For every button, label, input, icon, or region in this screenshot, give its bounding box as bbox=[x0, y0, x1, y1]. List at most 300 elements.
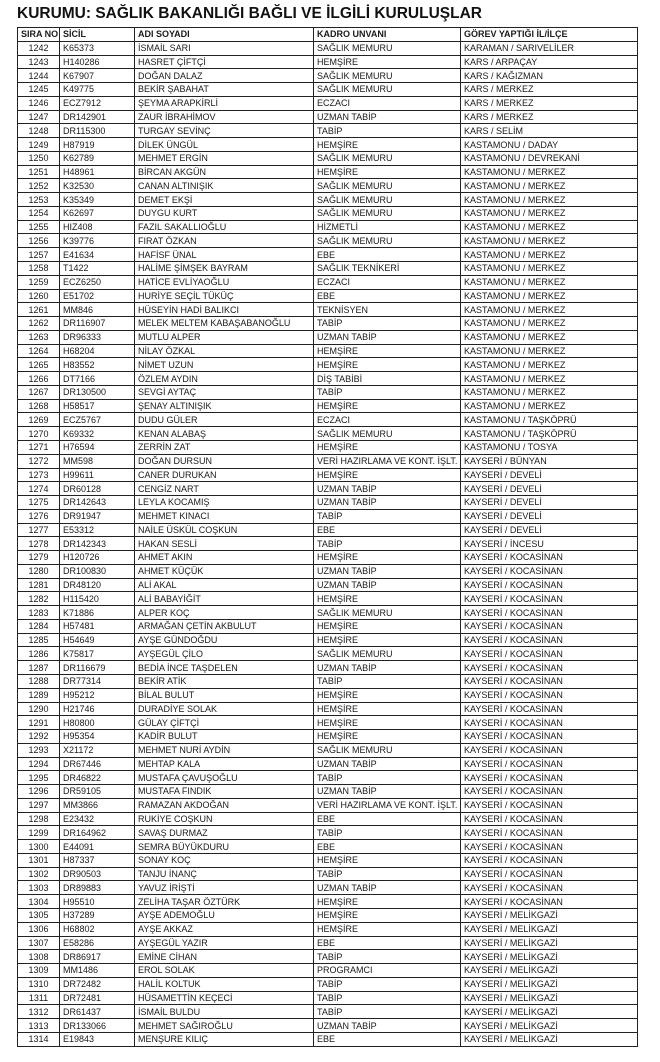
cell-sira-no: 1311 bbox=[18, 991, 60, 1005]
cell-kadro-unvani: HEMŞİRE bbox=[314, 922, 461, 936]
cell-sicil: DR59105 bbox=[60, 785, 135, 799]
cell-adi-soyadi: DİLEK ÜNGÜL bbox=[135, 138, 314, 152]
cell-gorev-yeri: KAYSERİ / MELİKGAZİ bbox=[461, 977, 638, 991]
cell-sira-no: 1314 bbox=[18, 1032, 60, 1046]
cell-sicil: DR61437 bbox=[60, 1005, 135, 1019]
cell-kadro-unvani: TABİP bbox=[314, 977, 461, 991]
cell-kadro-unvani: EBE bbox=[314, 936, 461, 950]
cell-kadro-unvani: UZMAN TABİP bbox=[314, 330, 461, 344]
cell-sicil: ECZ7912 bbox=[60, 96, 135, 110]
cell-kadro-unvani: HEMŞİRE bbox=[314, 619, 461, 633]
cell-gorev-yeri: KASTAMONU / MERKEZ bbox=[461, 193, 638, 207]
cell-sicil: MM598 bbox=[60, 454, 135, 468]
cell-adi-soyadi: HALİME ŞİMŞEK BAYRAM bbox=[135, 262, 314, 276]
table-row bbox=[18, 812, 638, 826]
table-row bbox=[18, 220, 638, 234]
cell-sicil: DT7166 bbox=[60, 372, 135, 386]
table-row bbox=[18, 317, 638, 331]
cell-sira-no: 1257 bbox=[18, 248, 60, 262]
table-row bbox=[18, 647, 638, 661]
cell-gorev-yeri: KAYSERİ / MELİKGAZİ bbox=[461, 964, 638, 978]
table-row bbox=[18, 991, 638, 1005]
cell-sicil: E44091 bbox=[60, 840, 135, 854]
cell-sira-no: 1251 bbox=[18, 165, 60, 179]
cell-sicil: DR133066 bbox=[60, 1019, 135, 1033]
cell-adi-soyadi: SEVGİ AYTAÇ bbox=[135, 385, 314, 399]
cell-sicil: MM1486 bbox=[60, 964, 135, 978]
cell-adi-soyadi: MUTLU ALPER bbox=[135, 330, 314, 344]
cell-sicil: DR96333 bbox=[60, 330, 135, 344]
cell-sicil: DR116907 bbox=[60, 317, 135, 331]
cell-adi-soyadi: ALİ BABAYİĞİT bbox=[135, 592, 314, 606]
cell-sicil: H83552 bbox=[60, 358, 135, 372]
cell-adi-soyadi: AHMET AKIN bbox=[135, 551, 314, 565]
cell-gorev-yeri: KASTAMONU / MERKEZ bbox=[461, 317, 638, 331]
cell-sira-no: 1269 bbox=[18, 413, 60, 427]
cell-sicil: H68204 bbox=[60, 344, 135, 358]
cell-gorev-yeri: KAYSERİ / MELİKGAZİ bbox=[461, 1032, 638, 1046]
cell-adi-soyadi: İSMAİL SARI bbox=[135, 41, 314, 55]
cell-adi-soyadi: MUSTAFA ÇAVUŞOĞLU bbox=[135, 771, 314, 785]
cell-kadro-unvani: HEMŞİRE bbox=[314, 730, 461, 744]
table-row bbox=[18, 592, 638, 606]
table-row bbox=[18, 922, 638, 936]
cell-sicil: E53312 bbox=[60, 523, 135, 537]
cell-sicil: DR72481 bbox=[60, 991, 135, 1005]
cell-gorev-yeri: KASTAMONU / MERKEZ bbox=[461, 330, 638, 344]
cell-gorev-yeri: KAYSERİ / KOCASİNAN bbox=[461, 688, 638, 702]
table-row bbox=[18, 482, 638, 496]
cell-sicil: E51702 bbox=[60, 289, 135, 303]
cell-sicil: DR164962 bbox=[60, 826, 135, 840]
cell-gorev-yeri: KAYSERİ / DEVELİ bbox=[461, 496, 638, 510]
table-row bbox=[18, 1019, 638, 1033]
cell-kadro-unvani: ECZACI bbox=[314, 96, 461, 110]
cell-sira-no: 1259 bbox=[18, 275, 60, 289]
cell-sicil: K35349 bbox=[60, 193, 135, 207]
table-row bbox=[18, 757, 638, 771]
cell-adi-soyadi: SAVAŞ DURMAZ bbox=[135, 826, 314, 840]
cell-adi-soyadi: KENAN ALABAŞ bbox=[135, 427, 314, 441]
cell-adi-soyadi: EMİNE CİHAN bbox=[135, 950, 314, 964]
cell-sicil: H95510 bbox=[60, 895, 135, 909]
table-row bbox=[18, 633, 638, 647]
cell-gorev-yeri: KASTAMONU / MERKEZ bbox=[461, 165, 638, 179]
cell-kadro-unvani: HEMŞİRE bbox=[314, 138, 461, 152]
table-row bbox=[18, 964, 638, 978]
cell-gorev-yeri: KAYSERİ / MELİKGAZİ bbox=[461, 991, 638, 1005]
cell-adi-soyadi: BİRCAN AKGÜN bbox=[135, 165, 314, 179]
table-row bbox=[18, 702, 638, 716]
column-header-adi-soyadi: ADI SOYADI bbox=[135, 28, 314, 42]
cell-gorev-yeri: KAYSERİ / KOCASİNAN bbox=[461, 702, 638, 716]
table-row bbox=[18, 303, 638, 317]
cell-adi-soyadi: HALİL KOLTUK bbox=[135, 977, 314, 991]
cell-kadro-unvani: EBE bbox=[314, 840, 461, 854]
cell-gorev-yeri: KASTAMONU / MERKEZ bbox=[461, 303, 638, 317]
cell-adi-soyadi: NİLAY ÖZKAL bbox=[135, 344, 314, 358]
cell-gorev-yeri: KAYSERİ / KOCASİNAN bbox=[461, 551, 638, 565]
table-body bbox=[18, 41, 638, 1046]
cell-sicil: H120726 bbox=[60, 551, 135, 565]
cell-sira-no: 1247 bbox=[18, 110, 60, 124]
cell-kadro-unvani: UZMAN TABİP bbox=[314, 785, 461, 799]
cell-adi-soyadi: ÖZLEM AYDIN bbox=[135, 372, 314, 386]
cell-gorev-yeri: KASTAMONU / TAŞKÖPRÜ bbox=[461, 427, 638, 441]
cell-kadro-unvani: SAĞLIK MEMURU bbox=[314, 206, 461, 220]
cell-kadro-unvani: TABİP bbox=[314, 674, 461, 688]
cell-gorev-yeri: KASTAMONU / MERKEZ bbox=[461, 262, 638, 276]
cell-adi-soyadi: HASRET ÇİFTÇİ bbox=[135, 55, 314, 69]
cell-gorev-yeri: KARS / KAĞIZMAN bbox=[461, 69, 638, 83]
cell-sira-no: 1250 bbox=[18, 151, 60, 165]
cell-sicil: K75817 bbox=[60, 647, 135, 661]
cell-sira-no: 1309 bbox=[18, 964, 60, 978]
cell-kadro-unvani: SAĞLIK MEMURU bbox=[314, 69, 461, 83]
cell-kadro-unvani: TABİP bbox=[314, 950, 461, 964]
table-row bbox=[18, 399, 638, 413]
cell-kadro-unvani: SAĞLIK MEMURU bbox=[314, 83, 461, 97]
cell-sira-no: 1249 bbox=[18, 138, 60, 152]
cell-kadro-unvani: EBE bbox=[314, 523, 461, 537]
cell-gorev-yeri: KAYSERİ / KOCASİNAN bbox=[461, 867, 638, 881]
cell-sira-no: 1244 bbox=[18, 69, 60, 83]
cell-gorev-yeri: KASTAMONU / MERKEZ bbox=[461, 220, 638, 234]
cell-adi-soyadi: MEHMET SAĞIROĞLU bbox=[135, 1019, 314, 1033]
cell-adi-soyadi: SONAY KOÇ bbox=[135, 853, 314, 867]
cell-kadro-unvani: TABİP bbox=[314, 867, 461, 881]
cell-sicil: DR90503 bbox=[60, 867, 135, 881]
cell-sira-no: 1277 bbox=[18, 523, 60, 537]
cell-sira-no: 1279 bbox=[18, 551, 60, 565]
cell-kadro-unvani: VERİ HAZIRLAMA VE KONT. İŞLT. bbox=[314, 454, 461, 468]
table-row bbox=[18, 83, 638, 97]
cell-gorev-yeri: KAYSERİ / KOCASİNAN bbox=[461, 895, 638, 909]
table-row bbox=[18, 55, 638, 69]
cell-kadro-unvani: TABİP bbox=[314, 124, 461, 138]
cell-sicil: K62697 bbox=[60, 206, 135, 220]
cell-sira-no: 1243 bbox=[18, 55, 60, 69]
table-row bbox=[18, 413, 638, 427]
cell-sicil: E58286 bbox=[60, 936, 135, 950]
cell-sira-no: 1302 bbox=[18, 867, 60, 881]
cell-kadro-unvani: ECZACI bbox=[314, 275, 461, 289]
table-row bbox=[18, 206, 638, 220]
cell-adi-soyadi: GÜLAY ÇİFTÇİ bbox=[135, 716, 314, 730]
cell-sira-no: 1308 bbox=[18, 950, 60, 964]
cell-adi-soyadi: KADİR BULUT bbox=[135, 730, 314, 744]
cell-gorev-yeri: KARAMAN / SARIVELİLER bbox=[461, 41, 638, 55]
cell-gorev-yeri: KASTAMONU / MERKEZ bbox=[461, 289, 638, 303]
cell-gorev-yeri: KAYSERİ / KOCASİNAN bbox=[461, 674, 638, 688]
cell-sira-no: 1307 bbox=[18, 936, 60, 950]
cell-gorev-yeri: KAYSERİ / KOCASİNAN bbox=[461, 619, 638, 633]
cell-adi-soyadi: TURGAY SEVİNÇ bbox=[135, 124, 314, 138]
table-row bbox=[18, 798, 638, 812]
cell-gorev-yeri: KAYSERİ / MELİKGAZİ bbox=[461, 922, 638, 936]
cell-adi-soyadi: MUSTAFA FINDIK bbox=[135, 785, 314, 799]
cell-adi-soyadi: AYŞEGÜL YAZIR bbox=[135, 936, 314, 950]
cell-kadro-unvani: EBE bbox=[314, 812, 461, 826]
cell-kadro-unvani: DİŞ TABİBİ bbox=[314, 372, 461, 386]
cell-gorev-yeri: KARS / MERKEZ bbox=[461, 110, 638, 124]
table-row bbox=[18, 661, 638, 675]
cell-sira-no: 1264 bbox=[18, 344, 60, 358]
cell-kadro-unvani: SAĞLIK MEMURU bbox=[314, 234, 461, 248]
table-row bbox=[18, 289, 638, 303]
table-row bbox=[18, 730, 638, 744]
cell-sira-no: 1306 bbox=[18, 922, 60, 936]
cell-gorev-yeri: KAYSERİ / KOCASİNAN bbox=[461, 743, 638, 757]
table-row bbox=[18, 619, 638, 633]
cell-sira-no: 1262 bbox=[18, 317, 60, 331]
cell-sira-no: 1293 bbox=[18, 743, 60, 757]
cell-gorev-yeri: KARS / MERKEZ bbox=[461, 83, 638, 97]
cell-adi-soyadi: ARMAĞAN ÇETİN AKBULUT bbox=[135, 619, 314, 633]
cell-sira-no: 1288 bbox=[18, 674, 60, 688]
cell-sira-no: 1313 bbox=[18, 1019, 60, 1033]
cell-kadro-unvani: UZMAN TABİP bbox=[314, 110, 461, 124]
cell-gorev-yeri: KASTAMONU / MERKEZ bbox=[461, 344, 638, 358]
cell-sira-no: 1275 bbox=[18, 496, 60, 510]
table-row bbox=[18, 496, 638, 510]
cell-gorev-yeri: KAYSERİ / KOCASİNAN bbox=[461, 592, 638, 606]
cell-kadro-unvani: TABİP bbox=[314, 509, 461, 523]
cell-sicil: DR142901 bbox=[60, 110, 135, 124]
cell-adi-soyadi: RAMAZAN AKDOĞAN bbox=[135, 798, 314, 812]
cell-kadro-unvani: EBE bbox=[314, 1032, 461, 1046]
cell-adi-soyadi: AHMET KÜÇÜK bbox=[135, 564, 314, 578]
table-row bbox=[18, 69, 638, 83]
cell-adi-soyadi: AYŞE ADEMOĞLU bbox=[135, 909, 314, 923]
cell-gorev-yeri: KAYSERİ / KOCASİNAN bbox=[461, 606, 638, 620]
cell-sicil: X21172 bbox=[60, 743, 135, 757]
cell-sira-no: 1280 bbox=[18, 564, 60, 578]
cell-kadro-unvani: SAĞLIK MEMURU bbox=[314, 179, 461, 193]
cell-sicil: DR77314 bbox=[60, 674, 135, 688]
cell-gorev-yeri: KASTAMONU / MERKEZ bbox=[461, 179, 638, 193]
cell-kadro-unvani: TABİP bbox=[314, 771, 461, 785]
table-row bbox=[18, 867, 638, 881]
cell-adi-soyadi: HATİCE EVLİYAOĞLU bbox=[135, 275, 314, 289]
table-row bbox=[18, 138, 638, 152]
cell-sicil: K65373 bbox=[60, 41, 135, 55]
cell-sicil: DR60128 bbox=[60, 482, 135, 496]
table-row bbox=[18, 743, 638, 757]
table-row bbox=[18, 454, 638, 468]
cell-sicil: T1422 bbox=[60, 262, 135, 276]
cell-adi-soyadi: FIRAT ÖZKAN bbox=[135, 234, 314, 248]
cell-kadro-unvani: TABİP bbox=[314, 991, 461, 1005]
cell-kadro-unvani: HEMŞİRE bbox=[314, 468, 461, 482]
cell-sicil: DR72482 bbox=[60, 977, 135, 991]
column-header-sira-no: SIRA NO bbox=[18, 28, 60, 42]
table-row bbox=[18, 716, 638, 730]
cell-kadro-unvani: SAĞLIK MEMURU bbox=[314, 743, 461, 757]
table-header-row bbox=[18, 28, 638, 42]
cell-sicil: MM3866 bbox=[60, 798, 135, 812]
cell-sira-no: 1267 bbox=[18, 385, 60, 399]
cell-sira-no: 1310 bbox=[18, 977, 60, 991]
cell-kadro-unvani: HEMŞİRE bbox=[314, 440, 461, 454]
cell-gorev-yeri: KASTAMONU / MERKEZ bbox=[461, 372, 638, 386]
cell-adi-soyadi: BEKİR ŞABAHAT bbox=[135, 83, 314, 97]
cell-gorev-yeri: KAYSERİ / DEVELİ bbox=[461, 509, 638, 523]
cell-adi-soyadi: FAZIL SAKALLIOĞLU bbox=[135, 220, 314, 234]
cell-kadro-unvani: TABİP bbox=[314, 826, 461, 840]
table-row bbox=[18, 840, 638, 854]
cell-gorev-yeri: KASTAMONU / MERKEZ bbox=[461, 275, 638, 289]
cell-sicil: K67907 bbox=[60, 69, 135, 83]
cell-sicil: ECZ5767 bbox=[60, 413, 135, 427]
cell-sicil: DR86917 bbox=[60, 950, 135, 964]
table-row bbox=[18, 785, 638, 799]
cell-gorev-yeri: KAYSERİ / KOCASİNAN bbox=[461, 881, 638, 895]
cell-kadro-unvani: UZMAN TABİP bbox=[314, 482, 461, 496]
table-row bbox=[18, 606, 638, 620]
cell-sicil: E23432 bbox=[60, 812, 135, 826]
cell-sicil: K71886 bbox=[60, 606, 135, 620]
cell-sicil: H54649 bbox=[60, 633, 135, 647]
table-row bbox=[18, 165, 638, 179]
cell-kadro-unvani: HEMŞİRE bbox=[314, 716, 461, 730]
cell-adi-soyadi: ZERRİN ZAT bbox=[135, 440, 314, 454]
cell-sira-no: 1252 bbox=[18, 179, 60, 193]
cell-adi-soyadi: ŞEYMA ARAPKİRLİ bbox=[135, 96, 314, 110]
table-row bbox=[18, 688, 638, 702]
cell-adi-soyadi: AYŞE AKKAZ bbox=[135, 922, 314, 936]
cell-sicil: K62789 bbox=[60, 151, 135, 165]
cell-adi-soyadi: CENGİZ NART bbox=[135, 482, 314, 496]
cell-sira-no: 1294 bbox=[18, 757, 60, 771]
column-header-kadro-unvani: KADRO UNVANI bbox=[314, 28, 461, 42]
cell-sicil: H140286 bbox=[60, 55, 135, 69]
cell-adi-soyadi: SEMRA BÜYÜKDURU bbox=[135, 840, 314, 854]
cell-sicil: K49775 bbox=[60, 83, 135, 97]
cell-adi-soyadi: DOĞAN DALAZ bbox=[135, 69, 314, 83]
cell-adi-soyadi: CANER DURUKAN bbox=[135, 468, 314, 482]
cell-gorev-yeri: KAYSERİ / KOCASİNAN bbox=[461, 578, 638, 592]
table-row bbox=[18, 427, 638, 441]
cell-sira-no: 1282 bbox=[18, 592, 60, 606]
column-header-sicil: SİCİL bbox=[60, 28, 135, 42]
table-row bbox=[18, 551, 638, 565]
cell-sira-no: 1248 bbox=[18, 124, 60, 138]
cell-sira-no: 1296 bbox=[18, 785, 60, 799]
cell-sira-no: 1304 bbox=[18, 895, 60, 909]
table-row bbox=[18, 193, 638, 207]
table-row bbox=[18, 895, 638, 909]
cell-adi-soyadi: YAVUZ İRİŞTİ bbox=[135, 881, 314, 895]
cell-gorev-yeri: KAYSERİ / KOCASİNAN bbox=[461, 771, 638, 785]
table-row bbox=[18, 468, 638, 482]
table-row bbox=[18, 523, 638, 537]
cell-kadro-unvani: SAĞLIK TEKNİKERİ bbox=[314, 262, 461, 276]
cell-kadro-unvani: SAĞLIK MEMURU bbox=[314, 647, 461, 661]
cell-kadro-unvani: HEMŞİRE bbox=[314, 633, 461, 647]
table-row bbox=[18, 124, 638, 138]
cell-adi-soyadi: DUYGU KURT bbox=[135, 206, 314, 220]
cell-kadro-unvani: HEMŞİRE bbox=[314, 344, 461, 358]
cell-sicil: DR67446 bbox=[60, 757, 135, 771]
cell-sicil: DR130500 bbox=[60, 385, 135, 399]
cell-gorev-yeri: KAYSERİ / MELİKGAZİ bbox=[461, 1005, 638, 1019]
table-row bbox=[18, 110, 638, 124]
table-row bbox=[18, 936, 638, 950]
cell-sira-no: 1242 bbox=[18, 41, 60, 55]
cell-adi-soyadi: ZELİHA TAŞAR ÖZTÜRK bbox=[135, 895, 314, 909]
cell-kadro-unvani: TEKNİSYEN bbox=[314, 303, 461, 317]
cell-sicil: H68802 bbox=[60, 922, 135, 936]
cell-kadro-unvani: TABİP bbox=[314, 1005, 461, 1019]
cell-kadro-unvani: UZMAN TABİP bbox=[314, 757, 461, 771]
cell-gorev-yeri: KAYSERİ / KOCASİNAN bbox=[461, 633, 638, 647]
cell-adi-soyadi: DUDU GÜLER bbox=[135, 413, 314, 427]
cell-sira-no: 1312 bbox=[18, 1005, 60, 1019]
cell-gorev-yeri: KAYSERİ / BÜNYAN bbox=[461, 454, 638, 468]
cell-sicil: ECZ6250 bbox=[60, 275, 135, 289]
table-row bbox=[18, 96, 638, 110]
cell-kadro-unvani: SAĞLIK MEMURU bbox=[314, 193, 461, 207]
table-row bbox=[18, 537, 638, 551]
cell-gorev-yeri: KASTAMONU / MERKEZ bbox=[461, 248, 638, 262]
cell-sira-no: 1274 bbox=[18, 482, 60, 496]
table-row bbox=[18, 1005, 638, 1019]
table-row bbox=[18, 826, 638, 840]
cell-gorev-yeri: KASTAMONU / MERKEZ bbox=[461, 234, 638, 248]
cell-kadro-unvani: SAĞLIK MEMURU bbox=[314, 151, 461, 165]
cell-sira-no: 1254 bbox=[18, 206, 60, 220]
cell-adi-soyadi: AYŞEGÜL ÇİLO bbox=[135, 647, 314, 661]
cell-gorev-yeri: KASTAMONU / MERKEZ bbox=[461, 385, 638, 399]
cell-adi-soyadi: CANAN ALTINIŞIK bbox=[135, 179, 314, 193]
cell-sira-no: 1266 bbox=[18, 372, 60, 386]
cell-sicil: DR115300 bbox=[60, 124, 135, 138]
table-row bbox=[18, 330, 638, 344]
cell-gorev-yeri: KAYSERİ / KOCASİNAN bbox=[461, 853, 638, 867]
cell-kadro-unvani: UZMAN TABİP bbox=[314, 578, 461, 592]
cell-gorev-yeri: KAYSERİ / KOCASİNAN bbox=[461, 730, 638, 744]
cell-sicil: DR116679 bbox=[60, 661, 135, 675]
cell-sicil: H87919 bbox=[60, 138, 135, 152]
cell-sira-no: 1255 bbox=[18, 220, 60, 234]
cell-adi-soyadi: ŞENAY ALTINIŞIK bbox=[135, 399, 314, 413]
cell-kadro-unvani: UZMAN TABİP bbox=[314, 661, 461, 675]
cell-sicil: H58517 bbox=[60, 399, 135, 413]
cell-adi-soyadi: DOĞAN DURSUN bbox=[135, 454, 314, 468]
cell-sicil: K69332 bbox=[60, 427, 135, 441]
table-row bbox=[18, 909, 638, 923]
cell-sicil: K39776 bbox=[60, 234, 135, 248]
cell-adi-soyadi: BİLAL BULUT bbox=[135, 688, 314, 702]
cell-gorev-yeri: KASTAMONU / MERKEZ bbox=[461, 399, 638, 413]
cell-sicil: DR142643 bbox=[60, 496, 135, 510]
cell-gorev-yeri: KAYSERİ / MELİKGAZİ bbox=[461, 936, 638, 950]
document-title: KURUMU: SAĞLIK BAKANLIĞI BAĞLI VE İLGİLİ KURULUŞLAR bbox=[17, 5, 482, 22]
cell-adi-soyadi: DURADİYE SOLAK bbox=[135, 702, 314, 716]
cell-sira-no: 1284 bbox=[18, 619, 60, 633]
cell-adi-soyadi: MELEK MELTEM KABAŞABANOĞLU bbox=[135, 317, 314, 331]
table-row bbox=[18, 440, 638, 454]
cell-sicil: DR91947 bbox=[60, 509, 135, 523]
table-row bbox=[18, 509, 638, 523]
table-row bbox=[18, 674, 638, 688]
cell-sicil: DR48120 bbox=[60, 578, 135, 592]
cell-sira-no: 1305 bbox=[18, 909, 60, 923]
cell-sicil: H76594 bbox=[60, 440, 135, 454]
cell-gorev-yeri: KAYSERİ / KOCASİNAN bbox=[461, 798, 638, 812]
cell-sicil: H99611 bbox=[60, 468, 135, 482]
